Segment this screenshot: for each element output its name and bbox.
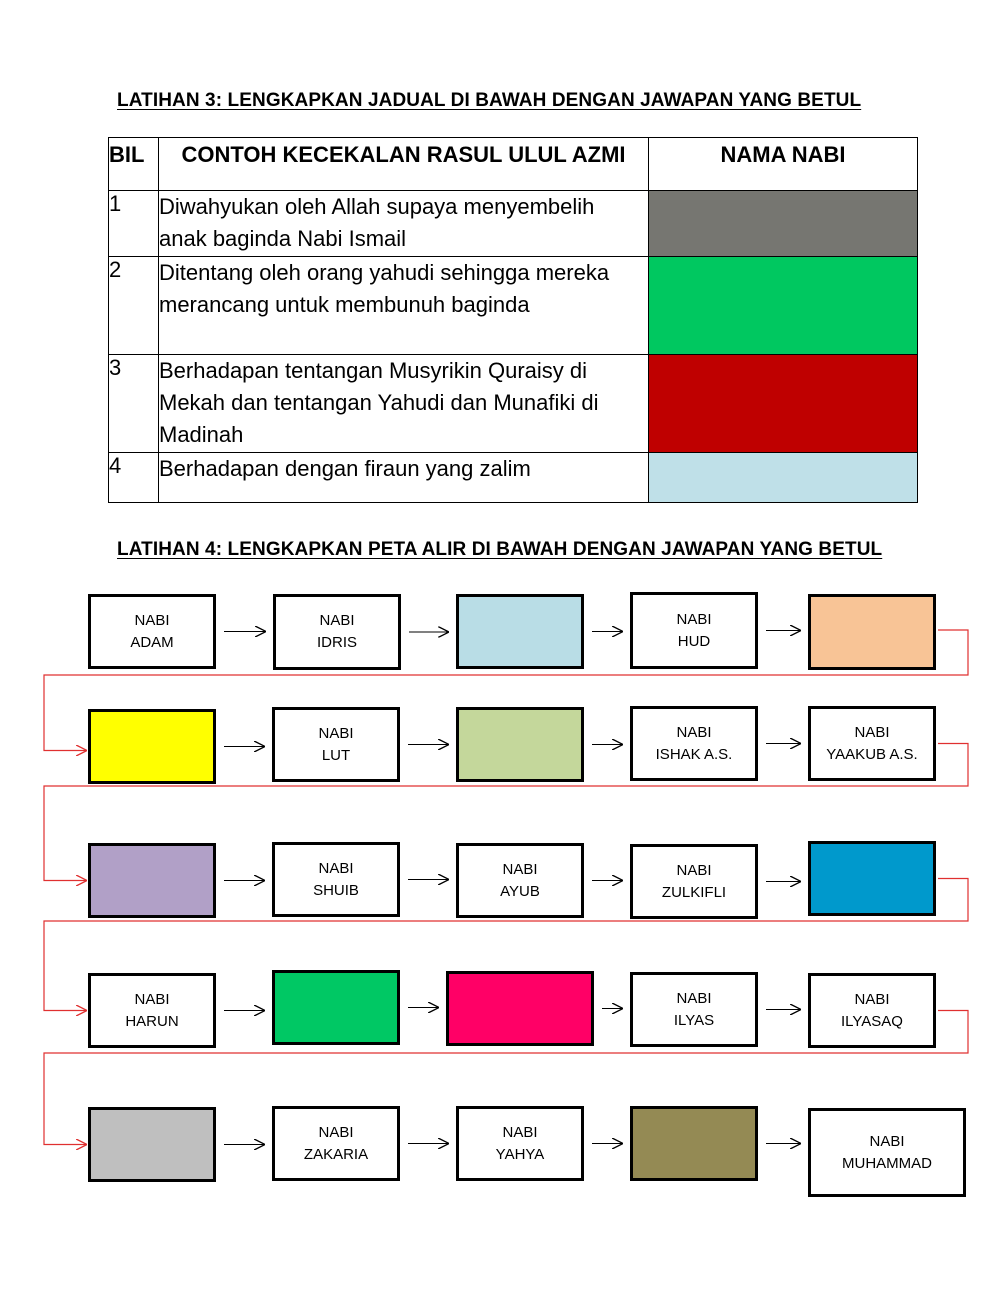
- flow-answer-box[interactable]: [88, 1107, 216, 1182]
- row-contoh: Berhadapan tentangan Musyrikin Quraisy di Mekah dan tentangan Yahudi dan Munafiki di Madinah: [159, 355, 649, 453]
- flow-box-label: NABI: [854, 990, 890, 1008]
- latihan3-title: LATIHAN 3: LENGKAPKAN JADUAL DI BAWAH DENGAN JAWAPAN YANG BETUL: [117, 90, 862, 111]
- flow-nabi-box: [808, 1108, 966, 1197]
- flow-box-name: ADAM: [130, 633, 174, 651]
- row-bil: 2: [109, 257, 159, 355]
- flow-box-name: HUD: [677, 632, 711, 650]
- flow-box-name: LUT: [321, 746, 351, 764]
- flow-answer-box[interactable]: [630, 1106, 758, 1181]
- flow-box-name: HARUN: [125, 1012, 179, 1030]
- flow-box-label: NABI: [869, 1132, 905, 1150]
- latihan3-table: [108, 137, 918, 503]
- flow-box-label: NABI: [854, 723, 890, 741]
- flow-answer-box[interactable]: [88, 709, 216, 784]
- header-contoh: CONTOH KECEKALAN RASUL ULUL AZMI: [159, 138, 649, 191]
- row-bil: 3: [109, 355, 159, 453]
- latihan4-title: LATIHAN 4: LENGKAPKAN PETA ALIR DI BAWAH DENGAN JAWAPAN YANG BETUL: [117, 539, 883, 560]
- row-contoh: Ditentang oleh orang yahudi sehingga mereka merancang untuk membunuh baginda: [159, 257, 649, 355]
- flow-box-label: NABI: [676, 861, 712, 879]
- flow-nabi-box: [808, 706, 936, 781]
- flow-box-name: IDRIS: [316, 634, 357, 651]
- flow-box-name: ILYAS: [673, 1011, 715, 1029]
- table-row: [109, 257, 918, 355]
- flow-box-name: YAAKUB A.S.: [826, 745, 918, 763]
- flow-box-label: NABI: [134, 990, 170, 1008]
- flow-nabi-box: [88, 594, 216, 669]
- answer-color-fill: [649, 453, 917, 502]
- row-bil: 4: [109, 453, 159, 503]
- flow-box-name: AYUB: [500, 882, 540, 900]
- table-row: [109, 355, 918, 453]
- answer-color-fill: [649, 191, 917, 256]
- flow-nabi-box: [273, 594, 401, 670]
- flow-box-name: ISHAK A.S.: [655, 745, 733, 763]
- flow-nabi-box: [630, 972, 758, 1047]
- flow-nabi-box: [456, 1106, 584, 1181]
- flow-box-label: NABI: [318, 724, 354, 742]
- flow-box-label: NABI: [318, 859, 354, 877]
- flow-answer-box[interactable]: [446, 971, 594, 1046]
- flow-box-label: NABI: [676, 610, 712, 628]
- header-nama-nabi: NAMA NABI: [649, 138, 918, 191]
- row-bil: 1: [109, 191, 159, 257]
- flow-nabi-box: [272, 842, 400, 917]
- row-contoh: Diwahyukan oleh Allah supaya menyembelih anak baginda Nabi Ismail: [159, 191, 649, 257]
- flow-box-label: NABI: [676, 989, 712, 1007]
- header-bil: BIL: [109, 138, 159, 191]
- table-header-row: [109, 138, 918, 191]
- flow-answer-box[interactable]: [88, 843, 216, 918]
- flow-box-label: NABI: [502, 1123, 538, 1141]
- answer-slot[interactable]: [649, 191, 918, 257]
- answer-slot[interactable]: [649, 453, 918, 503]
- flow-box-label: NABI: [319, 612, 355, 629]
- flow-answer-box[interactable]: [808, 594, 936, 670]
- flow-nabi-box: [272, 707, 400, 782]
- answer-color-fill: [649, 257, 917, 354]
- flow-answer-box[interactable]: [272, 970, 400, 1045]
- flow-box-name: ILYASAQ: [841, 1012, 903, 1030]
- flow-box-label: NABI: [134, 611, 170, 629]
- flow-nabi-box: [630, 592, 758, 669]
- flow-nabi-box: [272, 1106, 400, 1181]
- flow-answer-box[interactable]: [456, 707, 584, 782]
- table-row: [109, 453, 918, 503]
- table-row: [109, 191, 918, 257]
- flow-box-label: NABI: [502, 860, 538, 878]
- flow-box-name: YAHYA: [495, 1145, 545, 1163]
- flow-nabi-box: [808, 973, 936, 1048]
- row-contoh: Berhadapan dengan firaun yang zalim: [159, 453, 649, 503]
- flow-box-label: NABI: [676, 723, 712, 741]
- flow-box-name: ZULKIFLI: [661, 883, 727, 901]
- flow-box-name: SHUIB: [313, 881, 359, 899]
- answer-slot[interactable]: [649, 257, 918, 355]
- flow-nabi-box: [88, 973, 216, 1048]
- flow-box-name: MUHAMMAD: [842, 1154, 932, 1172]
- flow-box-name: ZAKARIA: [303, 1145, 369, 1163]
- flow-nabi-box: [456, 843, 584, 918]
- answer-slot[interactable]: [649, 355, 918, 453]
- flow-box-label: NABI: [318, 1123, 354, 1141]
- flow-answer-box[interactable]: [456, 594, 584, 669]
- flow-nabi-box: [630, 844, 758, 919]
- flow-answer-box[interactable]: [808, 841, 936, 916]
- flow-nabi-box: [630, 706, 758, 781]
- answer-color-fill: [649, 355, 917, 452]
